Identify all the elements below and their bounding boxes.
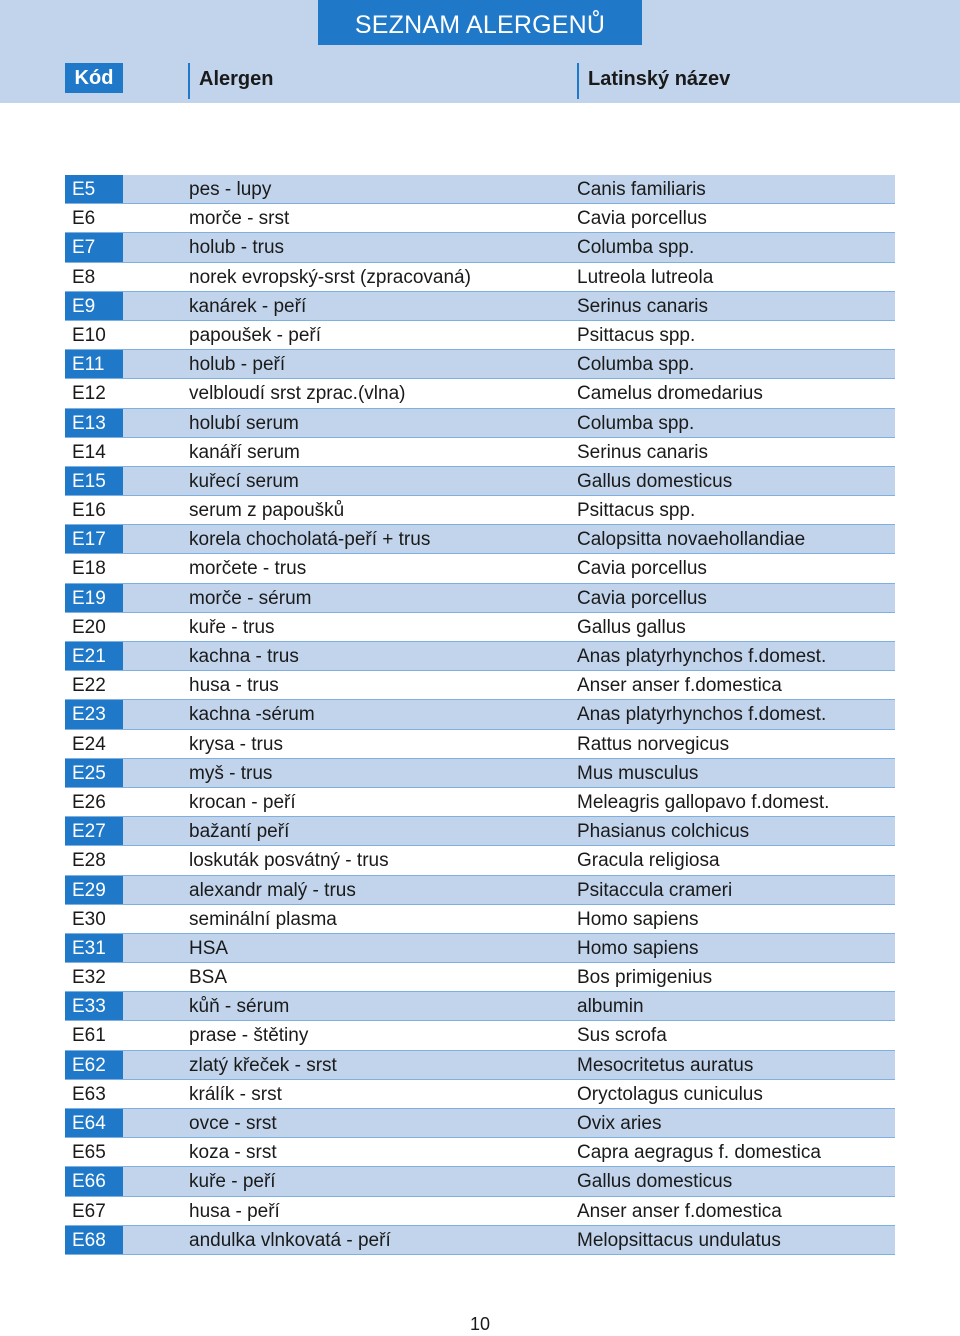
table-row — [65, 263, 895, 292]
allergen-name: bažantí peří — [189, 821, 290, 843]
latin-name: Psittacus spp. — [577, 500, 696, 522]
allergen-name: kanáří serum — [189, 441, 300, 463]
table-row — [65, 350, 895, 379]
allergen-name: zlatý křeček - srst — [189, 1054, 337, 1076]
allergen-code: E68 — [65, 1226, 123, 1254]
allergen-name: serum z papoušků — [189, 500, 345, 522]
allergen-name: kachna - trus — [189, 646, 299, 667]
allergen-code: E10 — [65, 321, 123, 349]
latin-name: Columba spp. — [577, 354, 695, 376]
allergen-name: papoušek - peří — [189, 324, 322, 346]
allergen-name: kuře - trus — [189, 616, 275, 638]
table-row — [65, 1080, 895, 1109]
latin-name: Gallus domesticus — [577, 1171, 733, 1193]
page-title: SEZNAM ALERGENŮ — [318, 0, 642, 45]
allergen-code: E5 — [65, 175, 123, 203]
table-row — [65, 934, 895, 963]
allergen-code: E32 — [65, 963, 123, 991]
table-row — [65, 233, 895, 262]
allergen-code: E26 — [65, 788, 123, 816]
allergen-code: E28 — [65, 846, 123, 874]
table-row — [65, 584, 895, 613]
latin-name: Mus musculus — [577, 762, 699, 784]
table-row — [65, 525, 895, 554]
table-row — [65, 204, 895, 233]
allergen-code: E30 — [65, 905, 123, 933]
allergen-code: E21 — [65, 642, 123, 670]
table-row — [65, 1051, 895, 1080]
table-row — [65, 846, 895, 875]
allergen-name: andulka vlnkovatá - peří — [189, 1229, 391, 1251]
allergen-code: E33 — [65, 992, 123, 1020]
latin-name: Gracula religiosa — [577, 850, 720, 872]
allergen-code: E12 — [65, 379, 123, 407]
latin-name: Camelus dromedarius — [577, 383, 763, 405]
allergen-code: E6 — [65, 204, 123, 232]
latin-name: Serinus canaris — [577, 441, 708, 463]
table-row — [65, 175, 895, 204]
latin-name: Homo sapiens — [577, 908, 699, 930]
allergen-name: norek evropský-srst (zpracovaná) — [189, 266, 471, 288]
column-divider — [577, 63, 579, 99]
table-row — [65, 467, 895, 496]
allergen-name: kuřecí serum — [189, 470, 299, 492]
table-row — [65, 379, 895, 408]
allergen-code: E15 — [65, 467, 123, 495]
allergen-code: E11 — [65, 350, 123, 378]
latin-name: Anas platyrhynchos f.domest. — [577, 704, 827, 726]
allergen-name: morčete - trus — [189, 558, 307, 580]
table-row — [65, 700, 895, 729]
latin-name: Serinus canaris — [577, 295, 708, 317]
latin-name: Homo sapiens — [577, 937, 699, 959]
allergen-name: velbloudí srst zprac.(vlna) — [189, 383, 406, 405]
allergen-code: E62 — [65, 1051, 123, 1079]
table-row — [65, 876, 895, 905]
allergen-name: loskuták posvátný - trus — [189, 850, 389, 872]
allergen-code: E31 — [65, 934, 123, 962]
allergen-code: E66 — [65, 1167, 123, 1195]
allergen-name: husa - trus — [189, 675, 279, 697]
allergen-code: E13 — [65, 409, 123, 437]
allergen-code: E67 — [65, 1197, 123, 1225]
allergen-code: E23 — [65, 700, 123, 728]
allergen-code: E61 — [65, 1021, 123, 1049]
allergen-name: BSA — [189, 967, 228, 989]
allergen-code: E24 — [65, 730, 123, 758]
column-header-code: Kód — [65, 63, 123, 93]
allergen-code: E17 — [65, 525, 123, 553]
table-row — [65, 1197, 895, 1226]
latin-name: Psittacus spp. — [577, 324, 696, 346]
allergen-code: E14 — [65, 438, 123, 466]
latin-name: Meleagris gallopavo f.domest. — [577, 791, 830, 813]
latin-name: Sus scrofa — [577, 1025, 667, 1047]
allergen-name: holubí serum — [189, 412, 299, 434]
column-header-latin: Latinský název — [588, 68, 731, 90]
latin-name: Cavia porcellus — [577, 558, 707, 580]
allergen-name: myš - trus — [189, 762, 273, 784]
allergen-code: E25 — [65, 759, 123, 787]
allergen-code: E27 — [65, 817, 123, 845]
allergen-name: HSA — [189, 937, 229, 959]
allergen-code: E9 — [65, 292, 123, 320]
allergen-name: holub - peří — [189, 354, 286, 376]
latin-name: Cavia porcellus — [577, 208, 707, 230]
latin-name: Anser anser f.domestica — [577, 1200, 782, 1222]
allergen-name: krocan - peří — [189, 791, 296, 813]
allergen-code: E22 — [65, 671, 123, 699]
allergen-name: seminální plasma — [189, 908, 337, 930]
page-number: 10 — [469, 1314, 491, 1334]
allergen-table — [65, 175, 895, 1255]
allergen-name: pes - lupy — [189, 179, 272, 200]
allergen-code: E16 — [65, 496, 123, 524]
table-row — [65, 817, 895, 846]
allergen-name: kůň - sérum — [189, 996, 290, 1018]
column-divider — [188, 63, 190, 99]
allergen-name: králík - srst — [189, 1083, 282, 1105]
table-row — [65, 730, 895, 759]
allergen-code: E65 — [65, 1138, 123, 1166]
latin-name: Columba spp. — [577, 237, 695, 259]
allergen-name: kuře - peří — [189, 1171, 276, 1193]
allergen-name: husa - peří — [189, 1200, 280, 1222]
latin-name: Mesocritetus auratus — [577, 1054, 754, 1076]
table-row — [65, 1109, 895, 1138]
column-header-allergen: Alergen — [199, 68, 274, 90]
table-row — [65, 613, 895, 642]
table-row — [65, 992, 895, 1021]
latin-name: Cavia porcellus — [577, 587, 707, 609]
table-row — [65, 438, 895, 467]
table-row — [65, 1167, 895, 1196]
allergen-code: E63 — [65, 1080, 123, 1108]
allergen-code: E29 — [65, 876, 123, 904]
latin-name: Ovix aries — [577, 1113, 662, 1134]
table-row — [65, 671, 895, 700]
table-row — [65, 496, 895, 525]
latin-name: Anser anser f.domestica — [577, 675, 782, 697]
allergen-code: E20 — [65, 613, 123, 641]
latin-name: albumin — [577, 996, 644, 1018]
table-row — [65, 1138, 895, 1167]
allergen-name: ovce - srst — [189, 1113, 277, 1134]
allergen-name: korela chocholatá-peří + trus — [189, 529, 431, 551]
table-row — [65, 321, 895, 350]
latin-name: Columba spp. — [577, 412, 695, 434]
table-row — [65, 963, 895, 992]
table-row — [65, 788, 895, 817]
allergen-code: E7 — [65, 233, 123, 261]
latin-name: Anas platyrhynchos f.domest. — [577, 646, 827, 667]
allergen-code: E8 — [65, 263, 123, 291]
table-row — [65, 642, 895, 671]
table-row — [65, 554, 895, 583]
allergen-name: morče - srst — [189, 208, 290, 230]
table-row — [65, 759, 895, 788]
table-row — [65, 292, 895, 321]
table-row — [65, 905, 895, 934]
latin-name: Phasianus colchicus — [577, 821, 750, 843]
table-row — [65, 1226, 895, 1255]
allergen-name: alexandr malý - trus — [189, 879, 356, 901]
allergen-code: E19 — [65, 584, 123, 612]
latin-name: Calopsitta novaehollandiae — [577, 529, 806, 551]
allergen-name: krysa - trus — [189, 733, 283, 755]
table-row — [65, 409, 895, 438]
latin-name: Gallus gallus — [577, 616, 686, 638]
latin-name: Melopsittacus undulatus — [577, 1229, 781, 1251]
allergen-name: kachna -sérum — [189, 704, 315, 726]
latin-name: Gallus domesticus — [577, 470, 733, 492]
allergen-code: E18 — [65, 554, 123, 582]
latin-name: Bos primigenius — [577, 967, 713, 989]
allergen-name: prase - štětiny — [189, 1025, 309, 1047]
latin-name: Oryctolagus cuniculus — [577, 1083, 763, 1105]
latin-name: Psitaccula crameri — [577, 879, 733, 901]
latin-name: Canis familiaris — [577, 179, 706, 200]
table-row — [65, 1021, 895, 1050]
allergen-name: holub - trus — [189, 237, 285, 259]
allergen-name: koza - srst — [189, 1142, 277, 1164]
allergen-name: kanárek - peří — [189, 295, 307, 317]
allergen-code: E64 — [65, 1109, 123, 1137]
latin-name: Capra aegragus f. domestica — [577, 1142, 821, 1164]
allergen-name: morče - sérum — [189, 587, 312, 609]
latin-name: Lutreola lutreola — [577, 266, 714, 288]
latin-name: Rattus norvegicus — [577, 733, 730, 755]
